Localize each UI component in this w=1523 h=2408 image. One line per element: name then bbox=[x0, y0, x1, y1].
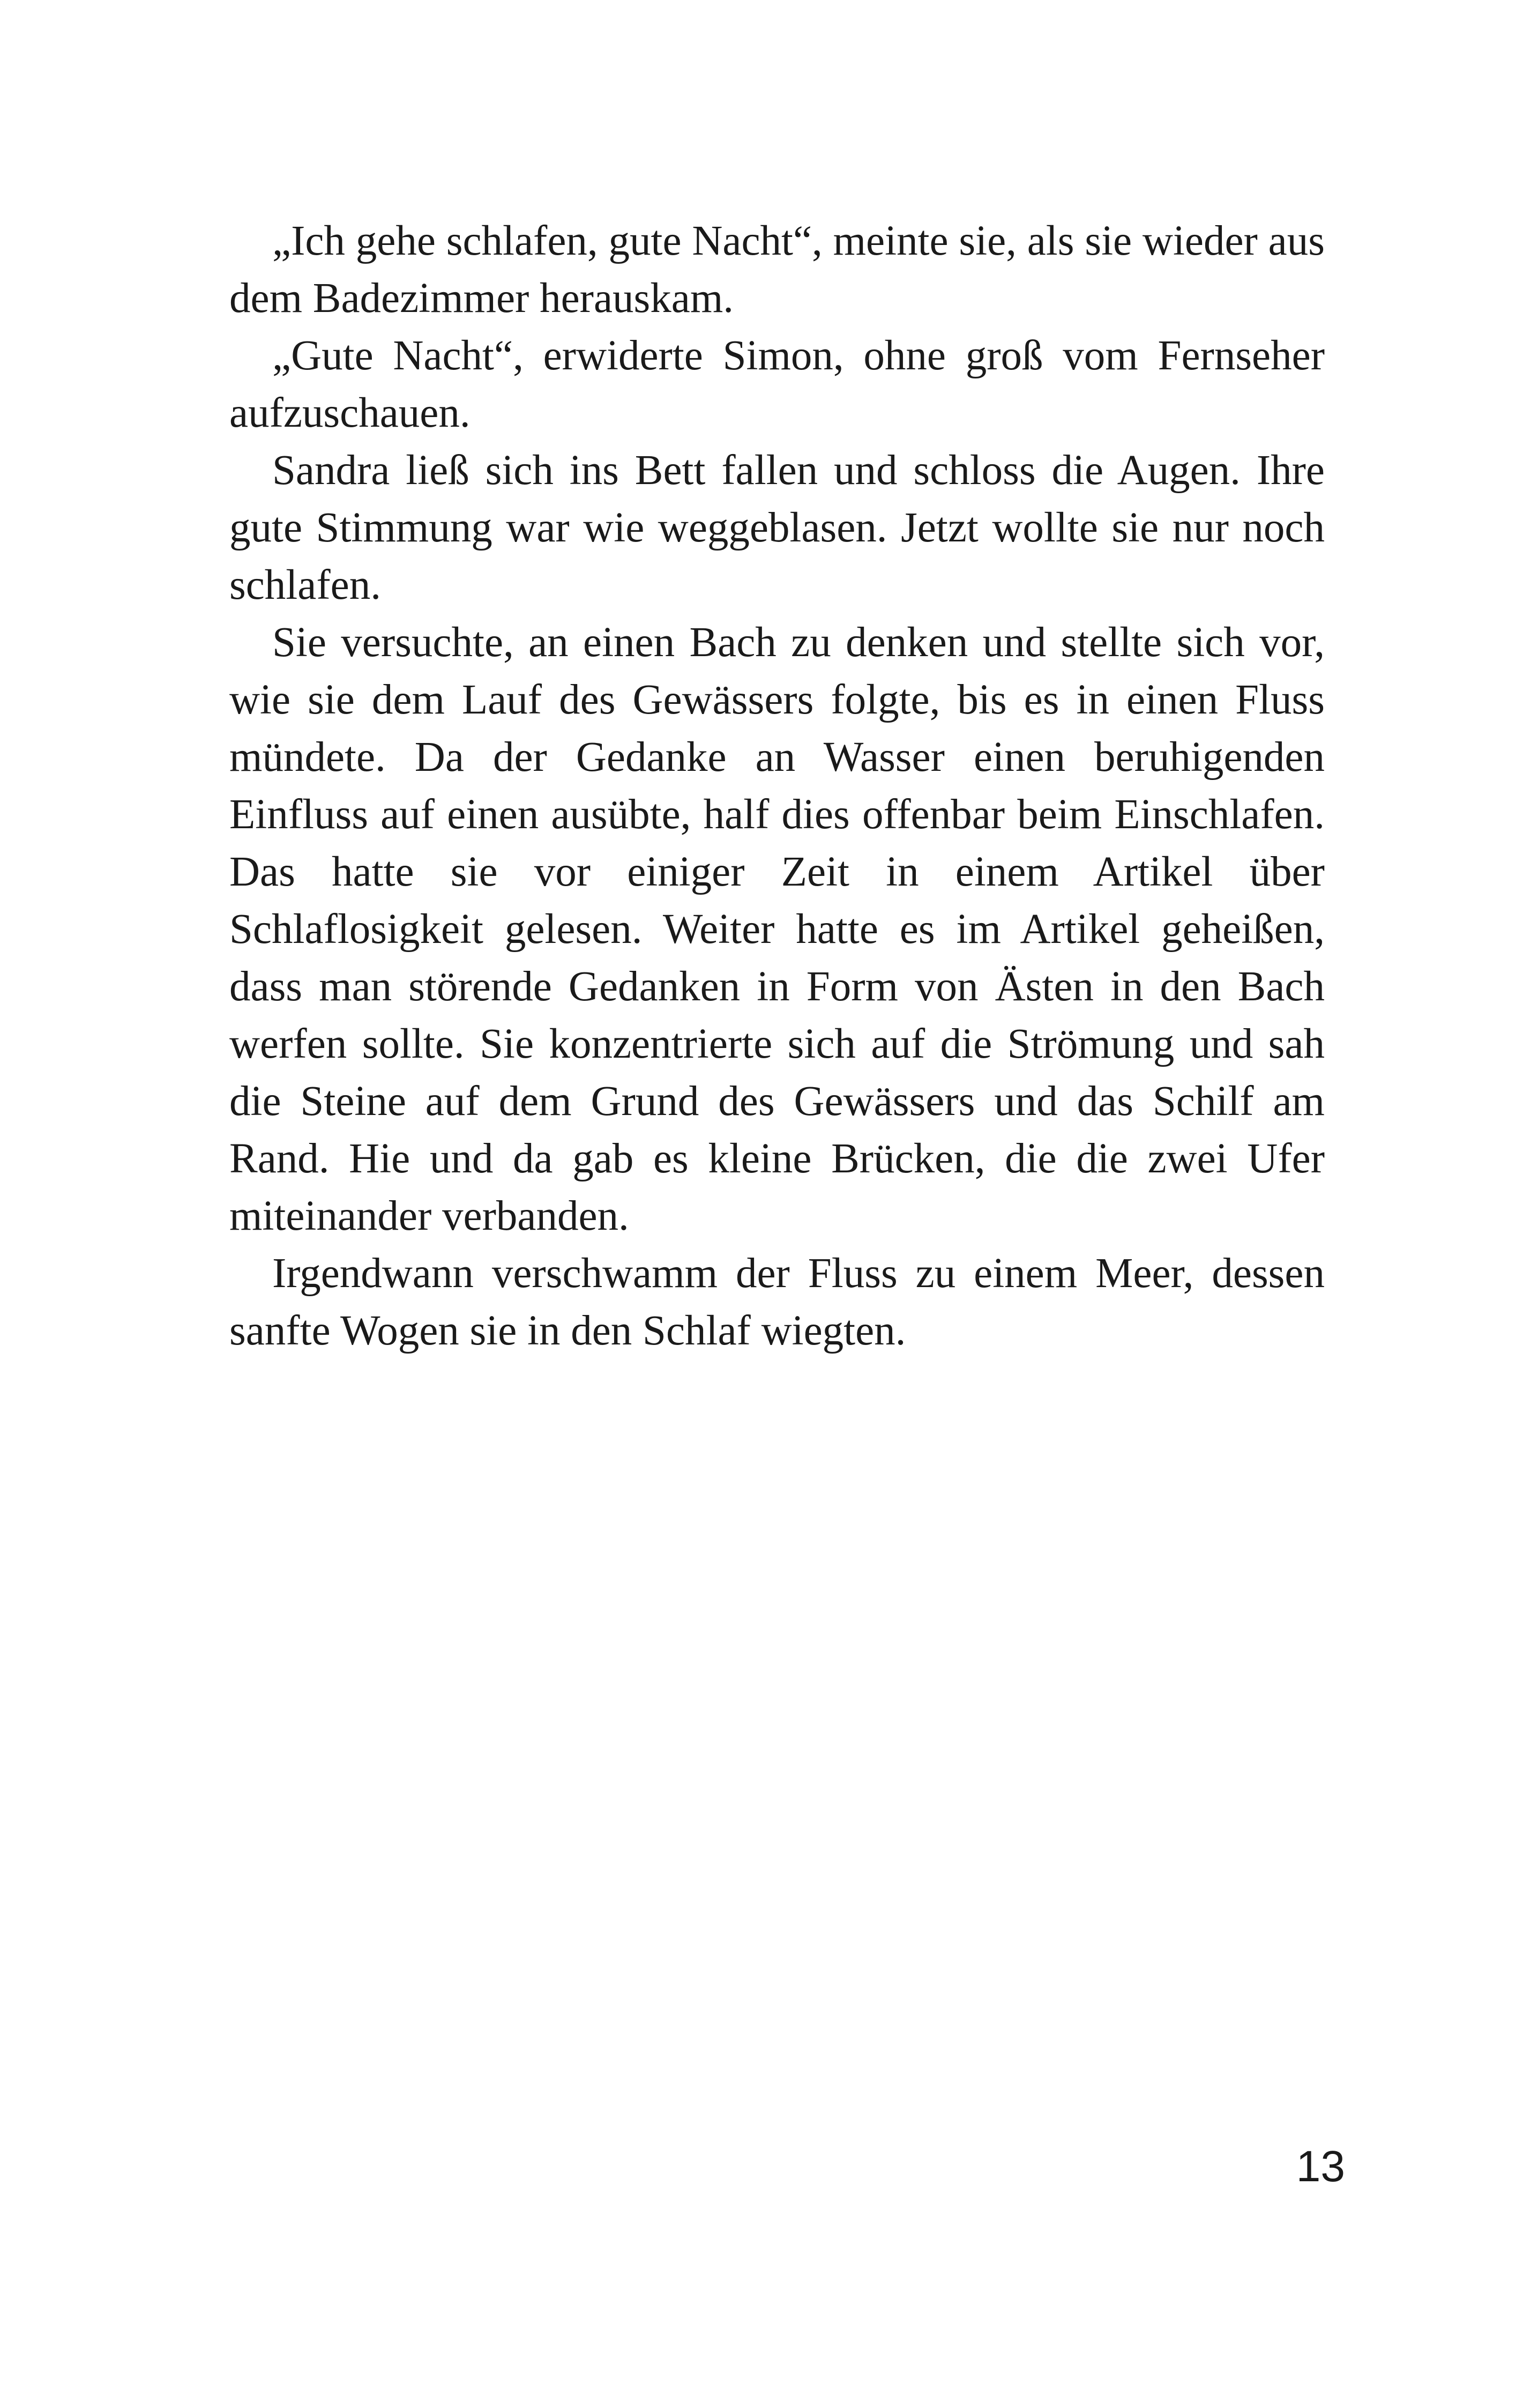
body-text bbox=[229, 212, 1325, 1359]
page-number: 13 bbox=[1296, 2142, 1345, 2191]
paragraph-1: „Ich gehe schlafen, gute Nacht“, meinte sie, als sie wieder aus dem Badezimmer herauskam. bbox=[229, 218, 1325, 322]
paragraph-3: Sandra ließ sich ins Bett fallen und schloss die Augen. Ihre gute Stimmung war wie weggeblasen. Jetzt wollte sie nur noch schlafen. bbox=[229, 447, 1325, 608]
paragraph-2: „Gute Nacht“, erwiderte Simon, ohne groß vom Fernseher aufzuschauen. bbox=[229, 332, 1325, 436]
paragraph-4: Sie versuchte, an einen Bach zu denken und stellte sich vor, wie sie dem Lauf des Gewässers folgte, bis es in einen Fluss mündete. Da der Gedanke an Wasser einen beruhigenden Einfluss auf einen ausübte, half dies offenbar beim Einschlafen. Das hatte sie vor einiger Zeit in einem Artikel über Schlaflosigkeit gelesen. Weiter hatte es im Artikel geheißen, dass man störende Gedanken in Form von Ästen in den Bach werfen sollte. Sie konzentrierte sich auf die Strömung und sah die Steine auf dem Grund des Gewässers und das Schilf am Rand. Hie und da gab es kleine Brücken, die die zwei Ufer miteinander verbanden. bbox=[229, 619, 1325, 1239]
paragraph-5: Irgendwann verschwamm der Fluss zu einem Meer, dessen sanfte Wogen sie in den Schlaf wiegten. bbox=[229, 1250, 1325, 1354]
